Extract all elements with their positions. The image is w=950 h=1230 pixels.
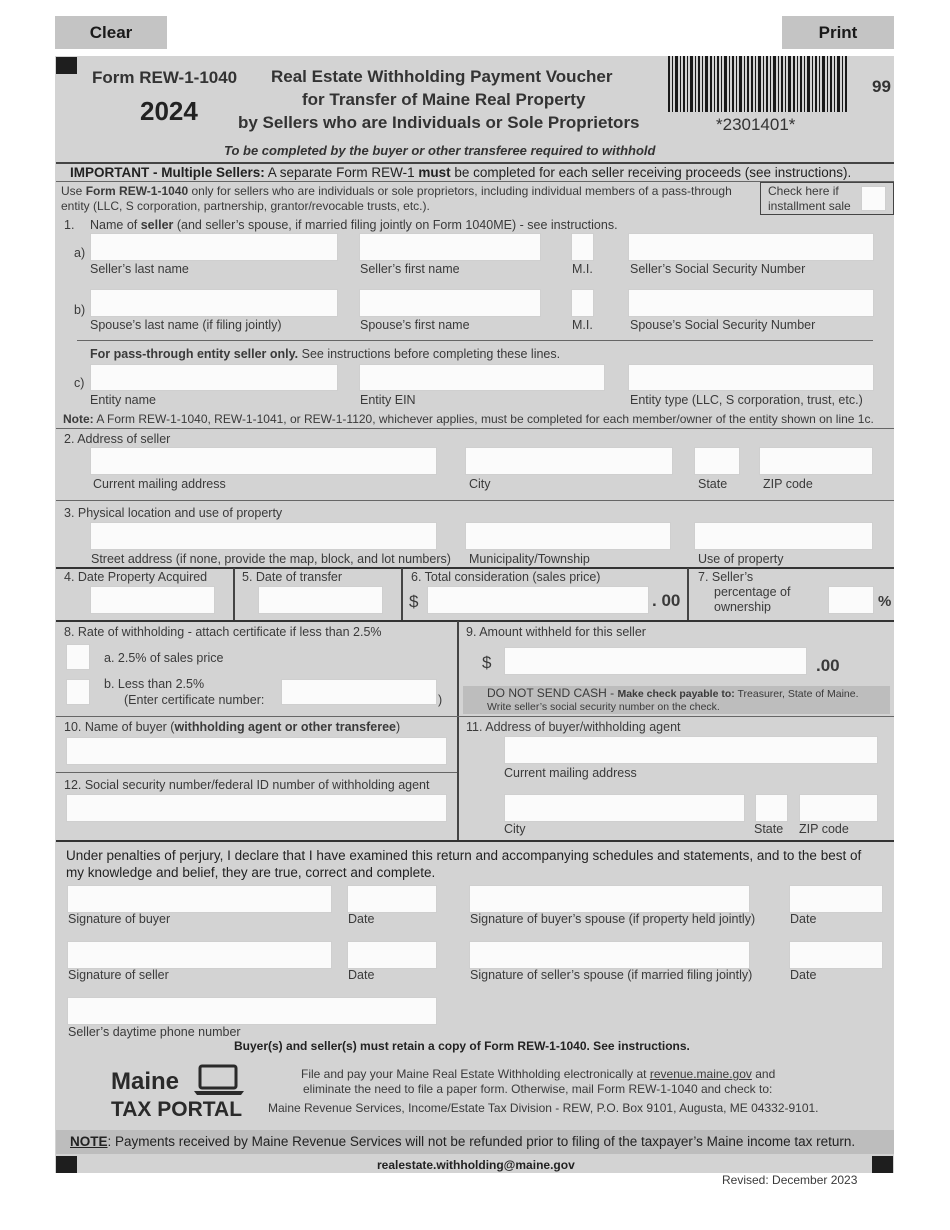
form-title-line2: for Transfer of Maine Real Property [302, 90, 586, 109]
entity-name-input[interactable] [90, 364, 338, 391]
seller-phone-input[interactable] [67, 997, 437, 1025]
line12-label: 12. Social security number/federal ID number of withholding agent [64, 778, 430, 792]
seller-date-label: Date [348, 968, 375, 982]
property-use-label: Use of property [698, 552, 784, 566]
seller-state-input[interactable] [694, 447, 740, 475]
divider [401, 568, 403, 621]
seller-zip-label: ZIP code [763, 477, 813, 491]
efile-note-line1: File and pay your Maine Real Estate Withholding electronically at revenue.maine.gov and [301, 1067, 776, 1081]
rate-2-5-checkbox[interactable] [66, 644, 90, 670]
spouse-last-name-label: Spouse’s last name (if filing jointly) [90, 318, 282, 332]
installment-sale-checkbox[interactable] [861, 186, 886, 211]
seller-signature-input[interactable] [67, 941, 332, 969]
divider [457, 621, 459, 841]
total-consideration-input[interactable] [427, 586, 649, 614]
line9-label: 9. Amount withheld for this seller [466, 625, 646, 639]
seller-spouse-date-label: Date [790, 968, 817, 982]
mailing-address: Maine Revenue Services, Income/Estate Tax Division - REW, P.O. Box 9101, Augusta, ME 04332-9101. [268, 1101, 819, 1115]
seller-state-label: State [698, 477, 728, 491]
line7-label-2: percentage of [714, 585, 791, 599]
property-municipality-label: Municipality/Township [469, 552, 590, 566]
registration-mark [56, 57, 77, 74]
line1a-label: a) [74, 246, 86, 260]
line6-label: 6. Total consideration (sales price) [411, 570, 601, 584]
use-note-line1: Use Form REW-1-1040 only for sellers who are individuals or sole proprietors, including individual members of a pass-through [61, 184, 732, 198]
buyer-spouse-signature-label: Signature of buyer’s spouse (if property held jointly) [470, 912, 756, 926]
divider [56, 620, 894, 622]
entity-type-label: Entity type (LLC, S corporation, trust, etc.) [630, 393, 863, 407]
revenue-link[interactable]: revenue.maine.gov [649, 1067, 752, 1081]
seller-first-name-input[interactable] [359, 233, 541, 261]
divider [56, 567, 894, 569]
seller-ssn-input[interactable] [628, 233, 874, 261]
line11-label: 11. Address of buyer/withholding agent [466, 720, 681, 734]
seller-last-name-input[interactable] [90, 233, 338, 261]
spouse-last-name-input[interactable] [90, 289, 338, 317]
line4-label: 4. Date Property Acquired [64, 570, 208, 584]
property-street-label: Street address (if none, provide the map, block, and lot numbers) [91, 552, 451, 566]
line8b-paren: ) [438, 693, 443, 707]
use-note-line2: entity (LLC, S corporation, partnership, grantor/revocable trusts, etc.). [61, 199, 430, 213]
line1b-label: b) [74, 303, 86, 317]
page-code: 99 [872, 77, 891, 96]
retain-copy-note: Buyer(s) and seller(s) must retain a copy of Form REW-1-1040. See instructions. [234, 1039, 690, 1053]
line8b-cert-label: (Enter certificate number: [124, 693, 265, 707]
line7-percent: % [878, 593, 892, 610]
print-button[interactable]: Print [782, 16, 894, 49]
buyer-city-input[interactable] [504, 794, 745, 822]
buyer-state-label: State [754, 822, 784, 836]
property-use-input[interactable] [694, 522, 873, 550]
line1-label: Name of seller (and seller’s spouse, if married filing jointly on Form 1040ME) - see instructions. [90, 218, 618, 232]
barcode [667, 56, 850, 112]
buyer-zip-label: ZIP code [799, 822, 849, 836]
amount-withheld-input[interactable] [504, 647, 807, 675]
spouse-first-name-input[interactable] [359, 289, 541, 317]
divider [56, 716, 894, 717]
line10-label: 10. Name of buyer (withholding agent or other transferee) [64, 720, 401, 734]
seller-first-name-label: Seller’s first name [360, 262, 460, 276]
line9-cents: .00 [816, 656, 840, 675]
line8-label: 8. Rate of withholding - attach certificate if less than 2.5% [64, 625, 382, 639]
seller-ownership-percent-input[interactable] [828, 586, 874, 614]
seller-last-name-label: Seller’s last name [90, 262, 189, 276]
divider [56, 428, 894, 429]
line6-cents: . 00 [652, 591, 681, 610]
divider [233, 568, 235, 621]
divider [56, 500, 894, 501]
line8b-label: b. Less than 2.5% [104, 677, 205, 691]
seller-ssn-label: Seller’s Social Security Number [630, 262, 806, 276]
form-subtitle: To be completed by the buyer or other transferee required to withhold [224, 143, 656, 158]
certificate-number-input[interactable] [281, 679, 437, 705]
seller-mi-label: M.I. [572, 262, 593, 276]
laptop-icon [192, 1064, 246, 1096]
divider [687, 568, 689, 621]
no-cash-ssn-note: Write seller’s social security number on the check. [487, 701, 720, 713]
buyer-signature-date-input[interactable] [347, 885, 437, 913]
installment-label-1: Check here if [768, 184, 839, 198]
entity-ein-label: Entity EIN [360, 393, 416, 407]
buyer-signature-input[interactable] [67, 885, 332, 913]
seller-zip-input[interactable] [759, 447, 873, 475]
buyer-name-input[interactable] [66, 737, 447, 765]
no-cash-notice: DO NOT SEND CASH - Make check payable to: Treasurer, State of Maine. [487, 686, 859, 700]
efile-note-line2: eliminate the need to file a paper form. Otherwise, mail Form REW-1-1040 and check to: [303, 1082, 773, 1096]
buyer-signature-label: Signature of buyer [68, 912, 171, 926]
line7-label-1: 7. Seller’s [698, 570, 754, 584]
entity-ein-input[interactable] [359, 364, 605, 391]
contact-email: realestate.withholding@maine.gov [377, 1158, 575, 1172]
entity-note: Note: A Form REW-1-1040, REW-1-1041, or REW-1-1120, whichever applies, must be completed for each member/owner of the entity shown on line 1c. [63, 412, 874, 426]
spouse-mi-label: M.I. [572, 318, 593, 332]
rate-less-checkbox[interactable] [66, 679, 90, 705]
revised-date: Revised: December 2023 [722, 1173, 858, 1187]
clear-button[interactable]: Clear [55, 16, 167, 49]
divider [56, 840, 894, 842]
seller-spouse-signature-input[interactable] [469, 941, 750, 969]
seller-spouse-signature-label: Signature of seller’s spouse (if married filing jointly) [470, 968, 753, 982]
buyer-date-label: Date [348, 912, 375, 926]
seller-signature-label: Signature of seller [68, 968, 169, 982]
important-note: IMPORTANT - Multiple Sellers: A separate Form REW-1 must be completed for each seller receiving proceeds (see instructions). [70, 165, 852, 180]
line9-dollar: $ [482, 653, 492, 672]
line5-label: 5. Date of transfer [242, 570, 343, 584]
property-municipality-input[interactable] [465, 522, 671, 550]
installment-label-2: installment sale [768, 199, 851, 213]
buyer-mailing-label: Current mailing address [504, 766, 637, 780]
refund-note: NOTE: Payments received by Maine Revenue Services will not be refunded prior to filing of the taxpayer’s Maine income tax return. [70, 1134, 856, 1149]
buyer-spouse-date-label: Date [790, 912, 817, 926]
tax-portal-logo-maine: Maine [111, 1068, 180, 1095]
property-street-input[interactable] [90, 522, 437, 550]
line6-dollar: $ [409, 592, 419, 611]
tax-portal-logo-text: TAX PORTAL [111, 1098, 243, 1121]
divider [56, 162, 894, 164]
agent-id-input[interactable] [66, 794, 447, 822]
form-name: Form REW-1-1040 [92, 68, 238, 87]
declaration-line1: Under penalties of perjury, I declare that I have examined this return and accompanying schedules and statements, and to the best of [66, 848, 862, 863]
seller-mailing-address-input[interactable] [90, 447, 437, 475]
seller-city-input[interactable] [465, 447, 673, 475]
buyer-city-label: City [504, 822, 526, 836]
seller-spouse-date-input[interactable] [789, 941, 883, 969]
date-transfer-input[interactable] [258, 586, 383, 614]
form-year: 2024 [140, 96, 198, 126]
passthru-note: For pass-through entity seller only. See instructions before completing these lines. [90, 347, 561, 361]
seller-mi-input[interactable] [571, 233, 594, 261]
buyer-state-input[interactable] [755, 794, 788, 822]
spouse-first-name-label: Spouse’s first name [360, 318, 470, 332]
spouse-ssn-label: Spouse’s Social Security Number [630, 318, 816, 332]
seller-mailing-label: Current mailing address [93, 477, 226, 491]
buyer-spouse-signature-input[interactable] [469, 885, 750, 913]
date-acquired-input[interactable] [90, 586, 215, 614]
entity-type-input[interactable] [628, 364, 874, 391]
spouse-ssn-input[interactable] [628, 289, 874, 317]
buyer-zip-input[interactable] [799, 794, 878, 822]
buyer-mailing-address-input[interactable] [504, 736, 878, 764]
barcode-text: *2301401* [716, 115, 796, 134]
declaration-line2: my knowledge and belief, they are true, correct and complete. [66, 865, 436, 880]
line2-label: 2. Address of seller [64, 432, 171, 446]
line1c-label: c) [74, 376, 85, 390]
line1-num: 1. [64, 218, 75, 232]
form-title-line3: by Sellers who are Individuals or Sole Proprietors [238, 113, 640, 132]
line7-label-3: ownership [714, 600, 771, 614]
seller-signature-date-input[interactable] [347, 941, 437, 969]
seller-phone-label: Seller’s daytime phone number [68, 1025, 241, 1039]
line8a-label: a. 2.5% of sales price [104, 651, 224, 665]
spouse-mi-input[interactable] [571, 289, 594, 317]
divider [56, 772, 457, 773]
entity-name-label: Entity name [90, 393, 157, 407]
line3-label: 3. Physical location and use of property [64, 506, 283, 520]
form-title-line1: Real Estate Withholding Payment Voucher [271, 67, 613, 86]
divider [77, 340, 873, 341]
seller-city-label: City [469, 477, 491, 491]
registration-mark [56, 1156, 77, 1173]
registration-mark [872, 1156, 893, 1173]
buyer-spouse-date-input[interactable] [789, 885, 883, 913]
